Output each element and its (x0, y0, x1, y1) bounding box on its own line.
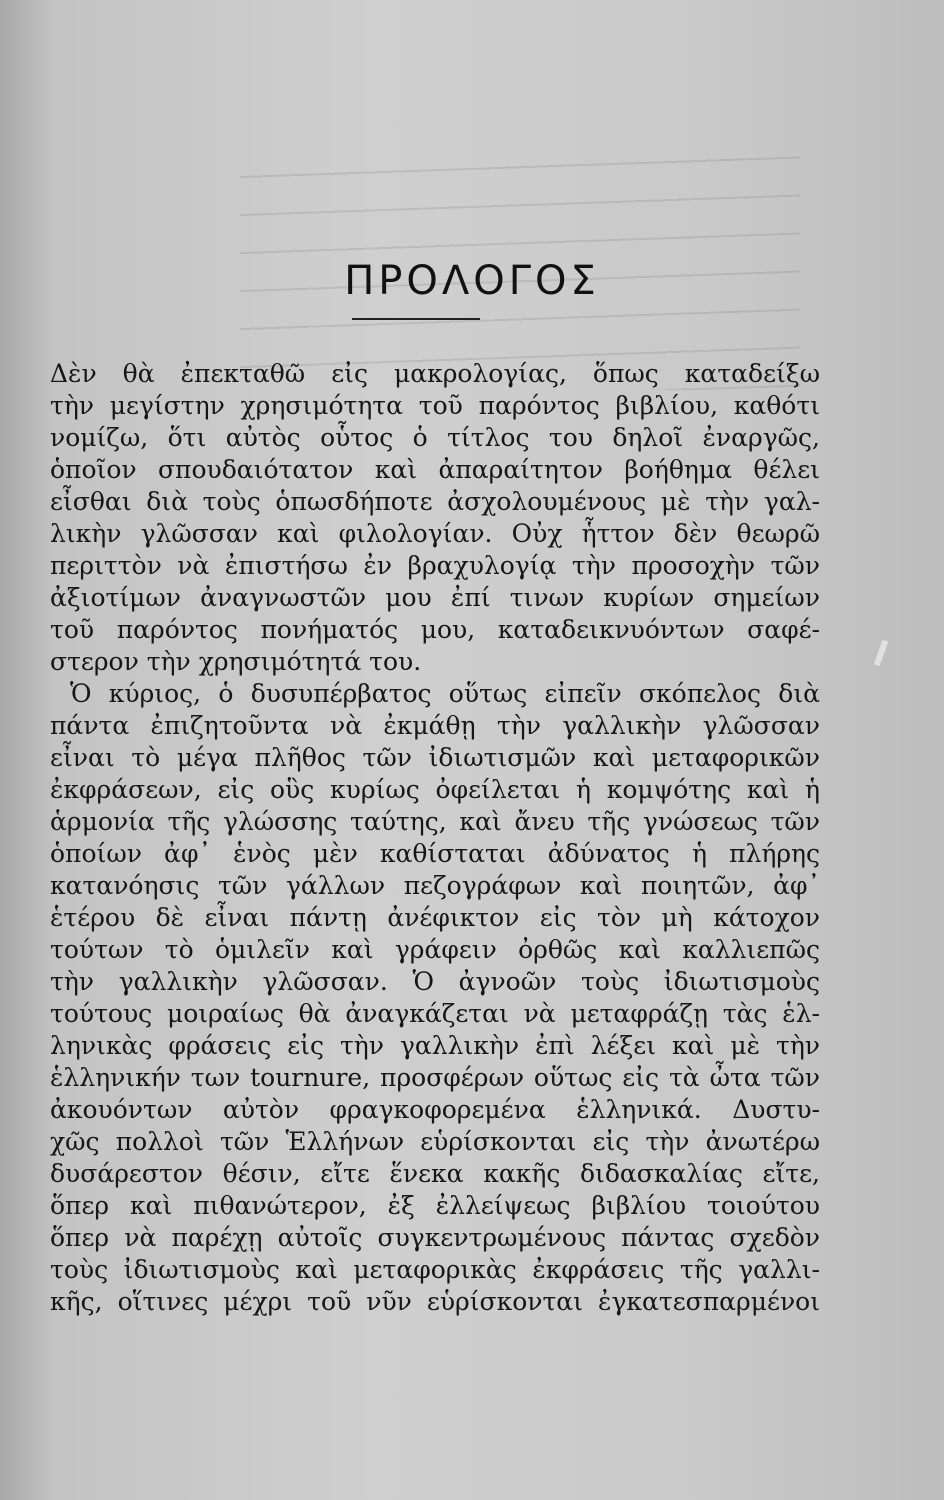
text-line: πάντα ἐπιζητοῦντα νὰ ἐκμάθῃ τὴν γαλλικὴν γλῶσσαν (50, 711, 820, 740)
text-line: στερον τὴν χρησιμότητά του. (50, 647, 422, 676)
text-line: χῶς πολλοὶ τῶν Ἑλλήνων εὑρίσκονται εἰς τὴν ἀνωτέρω (50, 1127, 820, 1156)
text-line: τούτων τὸ ὁμιλεῖν καὶ γράφειν ὀρθῶς καὶ καλλιεπῶς (50, 935, 820, 964)
text-line: τὴν γαλλικὴν γλῶσσαν. Ὁ ἀγνοῶν τοὺς ἰδιωτισμοὺς (50, 967, 820, 996)
text-line: ἀξιοτίμων ἀναγνωστῶν μου ἐπί τινων κυρίων σημείων (50, 583, 820, 612)
text-line: δυσάρεστον θέσιν, εἴτε ἕνεκα κακῆς διδασκαλίας εἴτε, (50, 1159, 820, 1188)
text-line: τὴν μεγίστην χρησιμότητα τοῦ παρόντος βιβλίου, καθότι (50, 391, 820, 420)
text-line: ἁρμονία τῆς γλώσσης ταύτης, καὶ ἄνευ τῆς γνώσεως τῶν (50, 807, 820, 836)
text-line: περιττὸν νὰ ἐπιστήσω ἐν βραχυλογίᾳ τὴν προσοχὴν τῶν (50, 551, 820, 580)
text-line: ἐκφράσεων, εἰς οὓς κυρίως ὀφείλεται ἡ κομψότης καὶ ἡ (50, 775, 820, 804)
page-title: ΠΡΟΛΟΓΟΣ (344, 258, 600, 304)
text-line: ληνικὰς φράσεις εἰς τὴν γαλλικὴν ἐπὶ λέξει καὶ μὲ τὴν (50, 1031, 820, 1060)
text-line: λικὴν γλῶσσαν καὶ φιλολογίαν. Οὐχ ἧττον δὲν θεωρῶ (50, 519, 820, 548)
text-line: ἑτέρου δὲ εἶναι πάντῃ ἀνέφικτον εἰς τὸν μὴ κάτοχον (50, 903, 820, 932)
text-line: κατανόησις τῶν γάλλων πεζογράφων καὶ ποιητῶν, ἀφ᾽ (50, 871, 820, 900)
title-rule (352, 318, 480, 320)
text-line: ὁποίων ἀφ᾽ ἑνὸς μὲν καθίσταται ἀδύνατος ἡ πλήρης (50, 839, 820, 868)
text-line: κῆς, οἵτινες μέχρι τοῦ νῦν εὑρίσκονται ἐγκατεσπαρμένοι (50, 1287, 820, 1316)
text-line: ὁποῖον σπουδαιότατον καὶ ἀπαραίτητον βοήθημα θέλει (50, 455, 820, 484)
text-line: τοῦ παρόντος πονήματός μου, καταδεικνυόντων σαφέ- (50, 615, 820, 644)
text-line: ἑλληνικήν των tournure, προσφέρων οὕτως εἰς τὰ ὦτα τῶν (50, 1063, 820, 1092)
text-line: ὅπερ καὶ πιθανώτερον, ἐξ ἐλλείψεως βιβλίου τοιούτου (50, 1191, 820, 1220)
text-line: εἶσθαι διὰ τοὺς ὁπωσδήποτε ἀσχολουμένους μὲ τὴν γαλ- (50, 487, 820, 516)
text-line: ἀκουόντων αὐτὸν φραγκοφορεμένα ἑλληνικά. Δυστυ- (50, 1095, 820, 1124)
text-line: τούτους μοιραίως θὰ ἀναγκάζεται νὰ μεταφράζῃ τὰς ἑλ- (50, 999, 820, 1028)
text-line: ὅπερ νὰ παρέχῃ αὐτοῖς συγκεντρωμένους πάντας σχεδὸν (50, 1223, 820, 1252)
text-line: Ὁ κύριος, ὁ δυσυπέρβατος οὕτως εἰπεῖν σκόπελος διὰ (70, 679, 820, 708)
text-line: Δὲν θὰ ἐπεκταθῶ εἰς μακρολογίας, ὅπως καταδείξω (50, 359, 820, 388)
paper-blemish (874, 640, 889, 666)
text-line: νομίζω, ὅτι αὐτὸς οὗτος ὁ τίτλος του δηλοῖ ἐναργῶς, (50, 423, 820, 452)
body-text (50, 358, 820, 1318)
text-line: εἶναι τὸ μέγα πλῆθος τῶν ἰδιωτισμῶν καὶ μεταφορικῶν (50, 743, 820, 772)
text-line: τοὺς ἰδιωτισμοὺς καὶ μεταφορικὰς ἐκφράσεις τῆς γαλλι- (50, 1255, 820, 1284)
